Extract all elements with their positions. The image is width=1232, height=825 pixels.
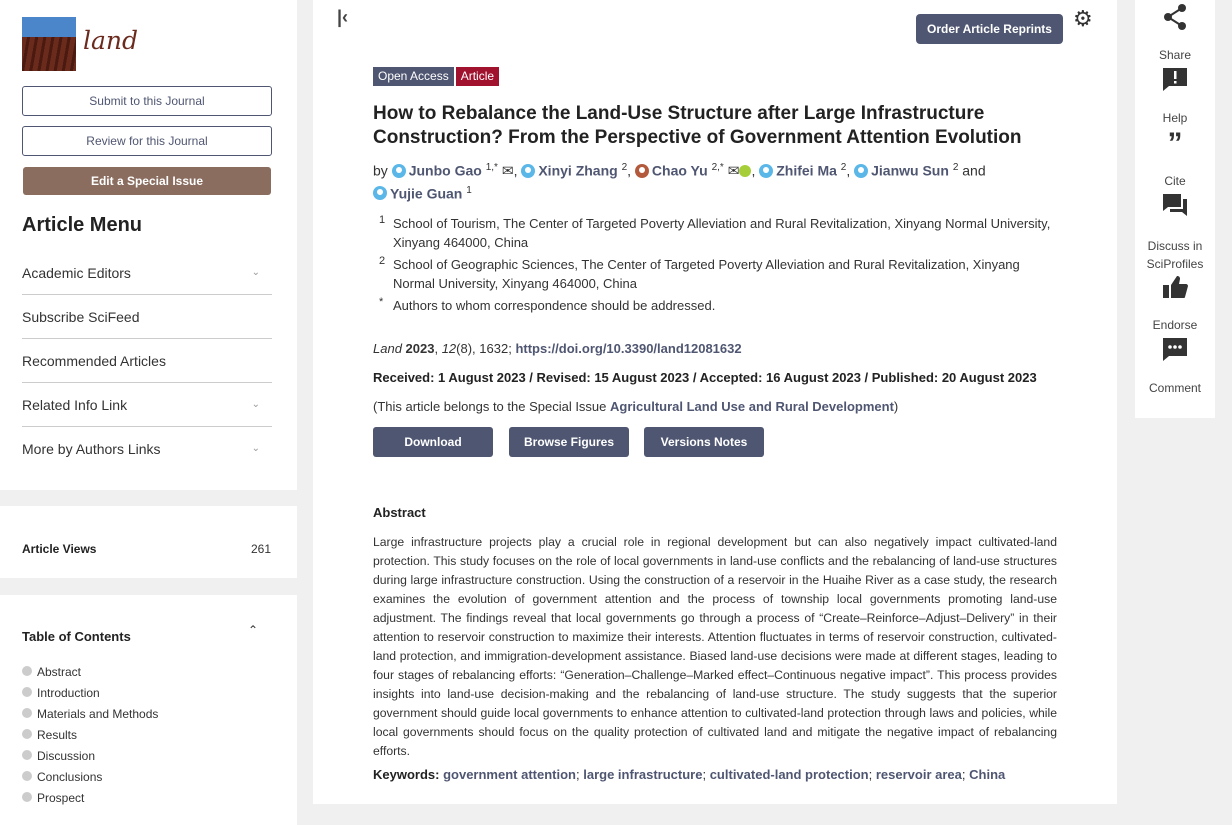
logo-text: land [83,26,139,55]
author-name[interactable]: Xinyi Zhang [538,162,618,179]
cite-volume: 12 [441,341,457,356]
keyword-link[interactable]: government attention [443,767,576,782]
article-views-count: 261 [250,542,271,556]
menu-item-label: More by Authors Links [22,441,161,457]
author-affiliation-sup: 2 [621,162,628,173]
order-reprints-button[interactable]: Order Article Reprints [916,14,1063,44]
share-icon[interactable] [1135,3,1215,37]
menu-item-more-by-authors[interactable] [22,427,272,471]
author-name[interactable]: Jianwu Sun [871,162,949,179]
toc-item-label: Results [37,728,78,742]
discuss-label-line2: SciProfiles [1146,257,1204,271]
affiliation-item [373,214,1063,252]
toc-item-materials-methods[interactable] [22,707,158,728]
article-views-label: Article Views [22,542,97,556]
menu-item-label: Recommended Articles [22,353,166,369]
keyword-link[interactable]: reservoir area [875,767,962,782]
article-menu [22,251,272,471]
thumbs-up-icon[interactable] [1135,274,1215,306]
author-photo-icon [635,164,649,178]
article-type-badge: Article [456,67,499,86]
menu-item-label: Related Info Link [22,397,128,413]
toc-item-prospect[interactable] [22,791,158,812]
and-label: and [962,162,986,179]
article-menu-title: Article Menu [22,214,143,236]
menu-item-recommended-articles[interactable] [22,339,272,383]
affiliations [373,214,1063,318]
cite-label[interactable]: Cite [1164,174,1186,188]
toc-item-label: Prospect [37,791,85,805]
abstract-heading: Abstract [373,505,426,520]
share-label[interactable]: Share [1158,48,1192,62]
discuss-label-line1: Discuss in [1147,239,1203,253]
author-affiliation-sup: 1 [466,184,472,196]
menu-item-subscribe-scifeed[interactable] [22,295,272,339]
discuss-label[interactable] [1135,237,1215,273]
review-button[interactable]: Review for this Journal [22,126,272,156]
menu-item-related-info-link[interactable] [22,383,272,427]
author-name[interactable]: Junbo Gao [408,162,482,179]
author-affiliation-sup: 2,* [711,162,724,173]
collapse-sidebar-icon[interactable]: |‹ [337,7,349,27]
affiliation-item [373,255,1063,293]
orcid-icon[interactable] [739,165,751,177]
cite-year: 2023 [405,341,435,356]
toc-item-label: Discussion [37,749,96,763]
toc-title: Table of Contents [22,629,131,644]
edit-special-issue-button[interactable]: Edit a Special Issue [23,167,271,195]
bullet-icon [22,792,32,802]
right-action-bar [1135,0,1215,418]
special-issue-line [373,399,898,414]
author-name[interactable]: Zhifei Ma [776,162,837,179]
bullet-icon [22,687,32,697]
special-issue-link[interactable]: Agricultural Land Use and Rural Development [610,399,894,414]
affiliation-number: 2 [379,255,386,267]
article-views-panel [0,506,297,578]
author-profile-icon [373,186,387,200]
affiliation-number: * [379,296,384,308]
keyword-link[interactable]: large infrastructure [583,767,703,782]
cite-issue-page: (8), 1632; [456,341,512,356]
gear-icon[interactable]: ⚙ [1073,6,1093,31]
help-label[interactable]: Help [1162,111,1188,125]
chevron-down-icon: ⌄ [251,399,260,410]
toc-item-discussion[interactable] [22,749,158,770]
doi-link[interactable]: https://doi.org/10.3390/land12081632 [515,341,742,356]
browse-figures-button[interactable]: Browse Figures [509,427,629,457]
bullet-icon [22,729,32,739]
keywords-label: Keywords: [373,767,440,782]
download-button[interactable]: Download [373,427,493,457]
toc-panel [0,595,297,825]
email-icon[interactable]: ✉ [727,162,740,179]
si-suffix: ) [893,399,899,414]
toc-item-label: Conclusions [37,770,103,784]
affiliation-text: School of Geographic Sciences, The Center of Targeted Poverty Alleviation and Rural Revitalization, Xinyang Normal University, Xinyang 464000, China [393,257,1020,291]
comment-label[interactable]: Comment [1148,381,1201,395]
open-access-badge: Open Access [373,67,454,86]
toc-item-abstract[interactable] [22,665,158,686]
menu-item-academic-editors[interactable] [22,251,272,295]
menu-item-label: Academic Editors [22,265,131,281]
discuss-icon[interactable] [1135,192,1215,224]
menu-item-label: Subscribe SciFeed [22,309,140,325]
publication-dates: Received: 1 August 2023 / Revised: 15 August 2023 / Accepted: 16 August 2023 / Published: 20 August 2023 [373,370,1037,385]
article-title: How to Rebalance the Land-Use Structure after Large Infrastructure Construction? From the Perspective of Government Attention Evolution [373,103,1022,148]
affiliation-number: 1 [379,214,386,226]
affiliation-text: Authors to whom correspondence should be addressed. [393,298,716,313]
toc-item-results[interactable] [22,728,158,749]
article-main [313,0,1117,804]
endorse-label[interactable]: Endorse [1152,318,1198,332]
bullet-icon [22,750,32,760]
author-affiliation-sup: 2 [952,162,959,173]
citation-line: Land 2023, 12(8), 1632; https://doi.org/10.3390/land12081632 [373,341,742,356]
si-prefix: (This article belongs to the Special Issue [373,399,607,414]
author-name[interactable]: Yujie Guan [390,185,463,202]
by-label: by [373,162,388,179]
toc-item-label: Abstract [37,665,82,679]
chevron-down-icon: ⌄ [251,443,260,454]
journal-logo[interactable] [22,17,162,71]
author-affiliation-sup: 1,* [485,162,498,173]
email-icon[interactable]: ✉ [501,162,514,179]
help-icon[interactable] [1135,66,1215,98]
author-profile-icon [759,164,773,178]
toc-item-label: Introduction [37,686,100,700]
author-list: by Junbo Gao $^{1,*}$ ✉, Xinyi Zhang $^2$, Chao Yu $^{2,*}$ ✉ , Zhifei Ma $^2$, Jianwu Sun $^2$ and Yujie Guan $^1$ [373,162,986,202]
author-name[interactable]: Chao Yu [651,162,708,179]
chevron-up-icon[interactable]: ⌃ [248,623,259,637]
bullet-icon [22,771,32,781]
submit-button[interactable]: Submit to this Journal [22,86,272,116]
chevron-down-icon: ⌄ [251,267,260,278]
left-sidebar [0,0,297,490]
article-badges [373,67,501,86]
cite-journal: Land [373,341,402,356]
versions-notes-button[interactable]: Versions Notes [644,427,764,457]
affiliation-item [373,296,1063,315]
toc-list [22,665,158,812]
keyword-link[interactable]: cultivated-land protection [709,767,869,782]
comment-icon[interactable] [1135,336,1215,368]
bullet-icon [22,666,32,676]
author-profile-icon [521,164,535,178]
author-profile-icon [392,164,406,178]
abstract-text: Large infrastructure projects play a crucial role in regional development but can also negatively impact cultivated-land protection. This study focuses on the role of local governments in land-use conflicts and the rebalancing of land-use structures during large infrastructure construction. Using the construction of a reservoir in the Huaihe River as a case study, the research examines the evolution of government attention and the process of township local governments promoting land-use adjustment. The findings reveal that local governments go through a process of “Create–Reinforce–Adjust–Delivery” in their attention to reservoir construction to maximize their interests. Attention fluctuates in terms of reservoir construction, cultivated-land protection, and immigration-development assistance. Biased land-use decisions were made at different stages, leading to four stages of rebalancing efforts: “Generation–Challenge–Marked effect–Continuous negative impact”. This process provides insights into land-use decision-making and the rebalancing of land-use structure. The study suggests that the superior government should guide local governments to enhance attention to cultivated-land protection through laws and policies, while local governments should focus on the quality protection of cultivated land and mitigate the negative impact of rebalancing efforts. [373,535,1057,758]
quote-icon[interactable]: ” [1167,127,1183,160]
author-affiliation-sup: 2 [840,162,847,173]
keywords-line: Keywords: government attention; large infrastructure; cultivated-land protection; reservoir area; China [373,767,1006,782]
bullet-icon [22,708,32,718]
logo-image [22,17,76,71]
affiliation-text: School of Tourism, The Center of Targeted Poverty Alleviation and Rural Revitalization, Xinyang Normal University, Xinyang 464000, China [393,216,1051,250]
keyword-link[interactable]: China [969,767,1006,782]
toc-item-label: Materials and Methods [37,707,159,721]
author-profile-icon [854,164,868,178]
toc-item-conclusions[interactable] [22,770,158,791]
toc-item-introduction[interactable] [22,686,158,707]
